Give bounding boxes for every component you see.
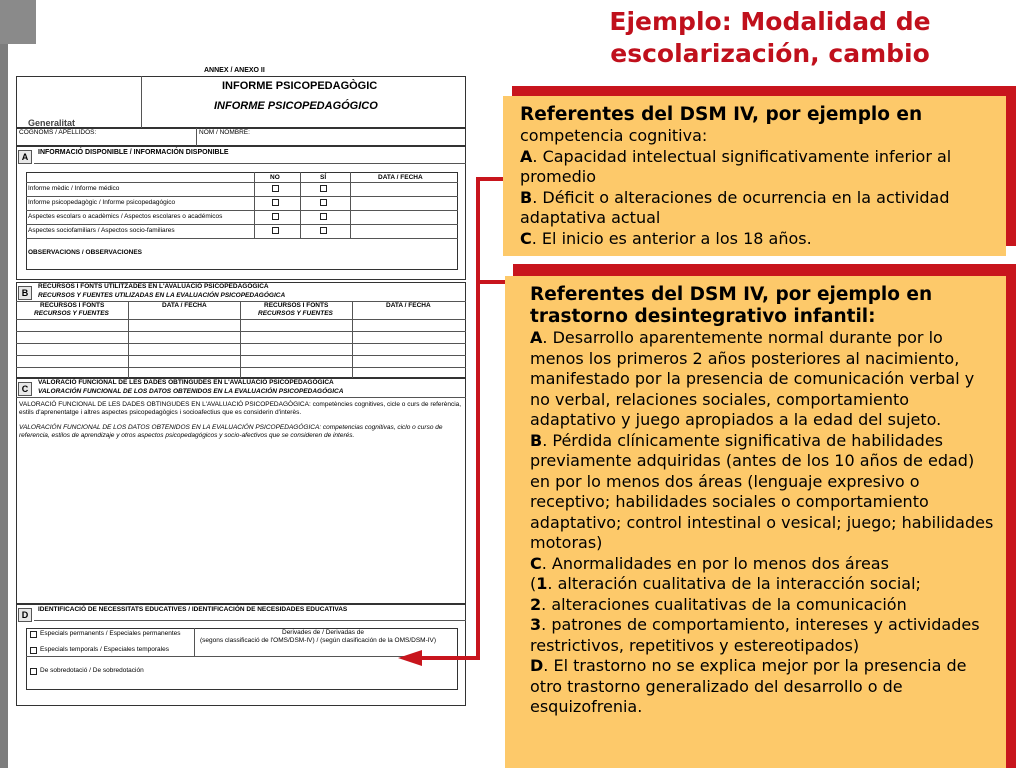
panel2-text-d: . El trastorno no se explica mejor por la presencia de otro trastorno generalizado del desarrollo o de esquizofrenia.: [530, 656, 967, 716]
checkbox-si[interactable]: [320, 227, 327, 234]
panel2-letter-c: C: [530, 553, 542, 573]
panel2-num-3: 3: [530, 615, 542, 634]
checkbox-no[interactable]: [272, 199, 279, 206]
section-c-body-ca: VALORACIÓ FUNCIONAL DE LES DADES OBTINGUDES EN L'AVALUACIÓ PSICOPEDAGÒGICA: competències cognitives, cicle o curs de referència, estils d'aprenentatge i altres aspectes psicopedagògics i socioafectius que es considerin d'interès.: [19, 401, 462, 416]
panel1-text-c: . El inicio es anterior a los 18 años.: [531, 228, 812, 248]
panel2-item-b: [530, 431, 996, 554]
checkbox-no[interactable]: [272, 227, 279, 234]
connector-middle: [476, 280, 506, 284]
derived-note: (segons classificació de l'OMS/DSM-IV) / (según clasificación de la OMS/DSM-IV): [200, 637, 437, 644]
col-no: NO: [270, 174, 280, 181]
connector-vertical: [476, 177, 480, 659]
panel2-num-2: 2: [530, 594, 542, 614]
col-si: SÍ: [320, 174, 327, 181]
panel2-text-a: . Desarrollo aparentemente normal durante por lo menos los primeros 2 años posteriores al nacimiento, manifestado por la presencia de comunicación verbal y no verbal, relaciones sociales, comportamiento adaptativo y juego apropiados a la edad del sujeto.: [530, 328, 975, 429]
observations-label: OBSERVACIONS / OBSERVACIONES: [28, 249, 143, 256]
row-aspectos-sociofamiliares: Aspectes sociofamiliars / Aspectos socio-familiares: [28, 227, 175, 234]
opt-permanentes: Especials permanents / Especiales permanentes: [40, 630, 181, 637]
opt-sobredotacion: De sobredotació / De sobredotación: [40, 667, 144, 674]
panel1-text-a: . Capacidad intelectual significativamente inferior al promedio: [520, 146, 952, 186]
panel1-letter-a: A: [520, 146, 533, 166]
panel2-item-d: [530, 656, 996, 718]
section-a-letter: A: [18, 150, 32, 164]
section-c-title-ca: VALORACIÓ FUNCIONAL DE LES DADES OBTINGUDES EN L'AVALUACIÓ PSICOPEDAGÒGICA: [38, 379, 334, 386]
panel1-item-b: [520, 188, 990, 229]
panel1-letter-b: B: [520, 187, 533, 207]
panel2-text-c2: . alteraciones cualitativas de la comunicación: [541, 594, 907, 614]
panel-trastorno-desintegrativo: [505, 276, 1006, 768]
connector-bottom: [420, 656, 480, 660]
panel1-text: [520, 104, 990, 249]
col-recursos-es-2: RECURSOS Y FUENTES: [258, 310, 333, 317]
slide-title: [560, 6, 980, 70]
section-d-title: IDENTIFICACIÓ DE NECESSITATS EDUCATIVES / IDENTIFICACIÓN DE NECESIDADES EDUCATIVAS: [38, 606, 348, 613]
row-informe-medico: Informe mèdic / Informe médico: [28, 185, 120, 192]
checkbox-no[interactable]: [272, 213, 279, 220]
panel2-text-c3: . patrones de comportamiento, intereses y actividades restrictivos, repetitivos y estereotipados): [530, 615, 980, 655]
section-b-letter: B: [18, 286, 32, 300]
col-fecha: DATA / FECHA: [162, 302, 207, 309]
panel1-text-b: . Déficit o alteraciones de ocurrencia en la actividad adaptativa actual: [520, 187, 950, 227]
row-informe-psicopedagogico: Informe psicopedagògic / Informe psicopedagógico: [28, 199, 176, 206]
panel2-letter-b: B: [530, 430, 543, 450]
checkbox-si[interactable]: [320, 185, 327, 192]
checkbox-sobredotacion[interactable]: [30, 668, 37, 675]
checkbox-no[interactable]: [272, 185, 279, 192]
slide-title-line1: Ejemplo: Modalidad de: [609, 7, 931, 36]
name-label: NOM / NOMBRE:: [199, 129, 250, 136]
connector-top: [476, 177, 504, 181]
panel2-item-c3: [530, 615, 996, 656]
panel2-title: Referentes del DSM IV, por ejemplo en trastorno desintegrativo infantil:: [530, 284, 933, 327]
panel1-subtitle: competencia cognitiva:: [520, 126, 708, 145]
col-date: DATA / FECHA: [378, 174, 423, 181]
arrow-left-icon: [398, 650, 424, 666]
panel1-title: Referentes del DSM IV, por ejemplo en: [520, 104, 923, 125]
panel2-text-c1: . alteración cualitativa de la interacción social;: [547, 574, 921, 593]
panel2-text: [530, 284, 996, 718]
row-aspectos-escolares: Aspectes escolars o acadèmics / Aspectos escolares o académicos: [28, 213, 223, 220]
panel2-letter-d: D: [530, 656, 544, 675]
section-c-letter: C: [18, 382, 32, 396]
panel2-num-1: 1: [536, 574, 548, 593]
checkbox-si[interactable]: [320, 199, 327, 206]
left-decor-bar: [0, 44, 8, 768]
col-recursos-es: RECURSOS Y FUENTES: [34, 310, 109, 317]
panel2-text-b: . Pérdida clínicamente significativa de habilidades previamente adquiridas (antes de los 10 años de edad) en por lo menos dos áreas (lenguaje expresivo o receptivo; habilidades sociales o comportamiento adaptativo; control intestinal o vesical; juego; habilidades motoras): [530, 430, 994, 552]
panel-competencia-cognitiva: [503, 96, 1006, 256]
report-title-es: INFORME PSICOPEDAGÓGICO: [214, 100, 378, 112]
panel1-item-c: [520, 229, 990, 250]
psychopedagogical-report-form: [14, 64, 466, 706]
left-decor-strip: [0, 0, 36, 44]
section-b-title-ca: RECURSOS I FONTS UTILITZADES EN L'AVALUACIÓ PSICOPEDAGÒGICA: [38, 283, 269, 290]
panel2-item-c1: [530, 574, 996, 595]
section-d-letter: D: [18, 608, 32, 622]
checkbox-permanentes[interactable]: [30, 631, 37, 638]
panel1-letter-c: C: [520, 228, 532, 248]
checkbox-si[interactable]: [320, 213, 327, 220]
section-a-title: INFORMACIÓ DISPONIBLE / INFORMACIÓN DISPONIBLE: [38, 149, 229, 156]
panel2-text-c: . Anormalidades en por lo menos dos áreas: [541, 553, 889, 573]
panel1-item-a: [520, 147, 990, 188]
derived-label: Derivades de / Derivadas de: [282, 629, 365, 636]
generalitat-logo: Generalitat: [28, 118, 76, 128]
checkbox-temporales[interactable]: [30, 647, 37, 654]
surnames-label: COGNOMS / APELLIDOS:: [19, 129, 97, 136]
section-c-body-es: VALORACIÓN FUNCIONAL DE LOS DATOS OBTENIDOS EN LA EVALUACIÓN PSICOPEDAGÓGICA: competencias cognitivas, ciclo o curso de referencia, estilos de aprendizaje y otros aspectos psicopedagógicos y socio-afectivos que se consideren de interés.: [19, 424, 443, 439]
panel2-item-a: [530, 328, 996, 431]
panel2-letter-a: A: [530, 328, 543, 347]
col-recursos-ca: RECURSOS I FONTS: [40, 302, 105, 309]
col-fecha-2: DATA / FECHA: [386, 302, 431, 309]
panel2-item-c: [530, 554, 996, 575]
section-b-title-es: RECURSOS Y FUENTES UTILIZADAS EN LA EVALUACIÓN PSICOPEDAGÓGICA: [38, 292, 286, 299]
slide-title-line2: escolarización, cambio: [610, 39, 930, 68]
col-recursos-ca-2: RECURSOS I FONTS: [264, 302, 329, 309]
report-title-ca: INFORME PSICOPEDAGÒGIC: [222, 80, 378, 92]
opt-temporales: Especials temporals / Especiales temporales: [40, 646, 169, 653]
panel2-paren: (: [530, 574, 537, 593]
annex-label: ANNEX / ANEXO II: [204, 67, 265, 74]
panel2-item-c2: [530, 595, 996, 616]
section-c-title-es: VALORACIÓN FUNCIONAL DE LOS DATOS OBTENIDOS EN LA EVALUACIÓN PSICOPEDAGÓGICA: [38, 388, 344, 395]
